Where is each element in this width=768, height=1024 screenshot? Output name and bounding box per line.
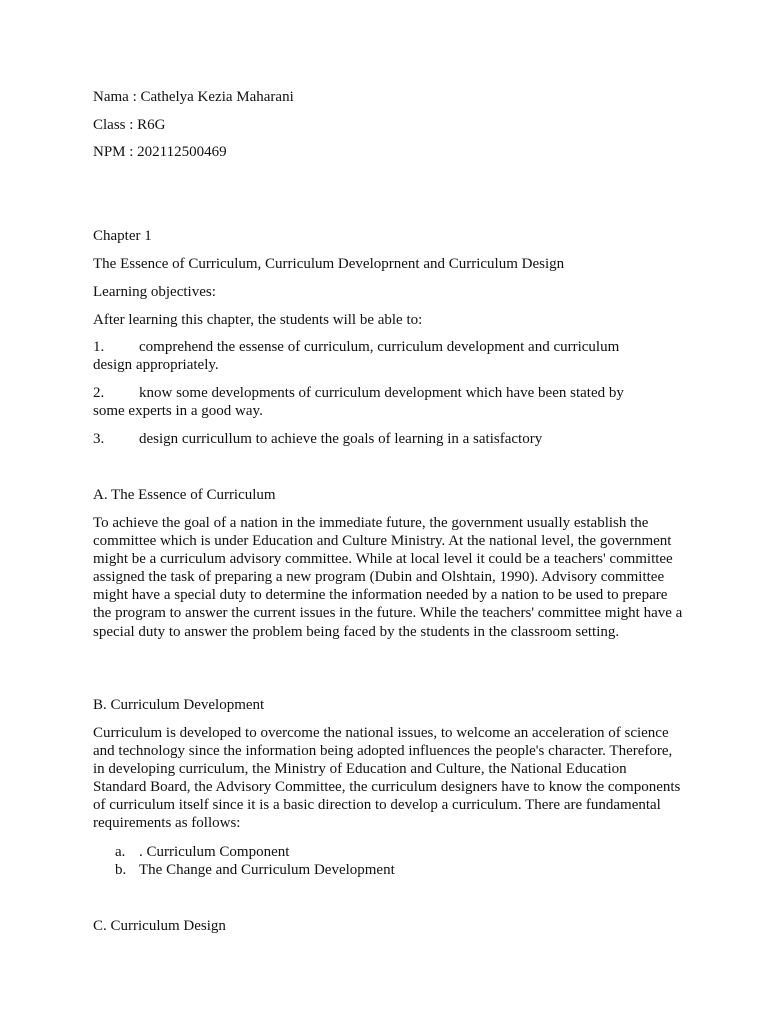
section-b-body: Curriculum is developed to overcome the national issues, to welcome an acceleration of science and technology since the information being adopted influences the people's character. Therefore, in developing curriculum, the Ministry of Education and Culture, the National Education Standard Board, the Advisory Committee, the curriculum designers have to know the components of curriculum itself since it is a basic direction to develop a curriculum. There are fundamental requirements as follows: xyxy=(93,725,681,832)
objective-item xyxy=(93,384,683,420)
section-b-heading: B. Curriculum Development xyxy=(93,697,265,713)
list-item-text: . Curriculum Component xyxy=(139,844,290,860)
objective-number: 1. xyxy=(93,339,105,355)
student-name: Nama : Cathelya Kezia Maharani xyxy=(93,89,294,105)
objective-text-cont: some experts in a good way. xyxy=(93,403,263,420)
objectives-heading: Learning objectives: xyxy=(93,284,216,300)
objective-text-cont: design appropriately. xyxy=(93,357,219,374)
student-npm: NPM : 202112500469 xyxy=(93,144,227,160)
section-a-heading: A. The Essence of Curriculum xyxy=(93,487,276,503)
objective-text: design curricullum to achieve the goals of learning in a satisfactory xyxy=(139,431,543,447)
section-a-body: To achieve the goal of a nation in the immediate future, the government usually establish the committee which is under Education and Culture Ministry. At the national level, the government might be a curriculum advisory committee. While at local level it could be a teachers' committee assigned the task of preparing a new program (Dubin and Olshtain, 1990). Advisory committee might have a special duty to determine the information needed by a nation to be used to prepare the program to answer the current issues in the future. While the teachers' committee might have a special duty to answer the problem being faced by the students in the classroom setting. xyxy=(93,515,683,640)
list-item-label: b. xyxy=(115,862,127,878)
objective-number: 2. xyxy=(93,385,105,401)
list-item-label: a. xyxy=(115,844,126,860)
objective-item xyxy=(93,338,683,374)
section-c-heading: C. Curriculum Design xyxy=(93,918,226,934)
chapter-title: The Essence of Curriculum, Curriculum Developrnent and Curriculum Design xyxy=(93,256,565,272)
student-class: Class : R6G xyxy=(93,117,166,133)
objective-item xyxy=(93,430,683,448)
list-item-text: The Change and Curriculum Development xyxy=(139,862,395,878)
objective-text: know some developments of curriculum development which have been stated by xyxy=(139,385,624,401)
objectives-intro: After learning this chapter, the students will be able to: xyxy=(93,312,423,328)
objective-text: comprehend the essense of curriculum, curriculum development and curriculum xyxy=(139,339,620,355)
chapter-label: Chapter 1 xyxy=(93,228,152,244)
objective-number: 3. xyxy=(93,431,105,447)
